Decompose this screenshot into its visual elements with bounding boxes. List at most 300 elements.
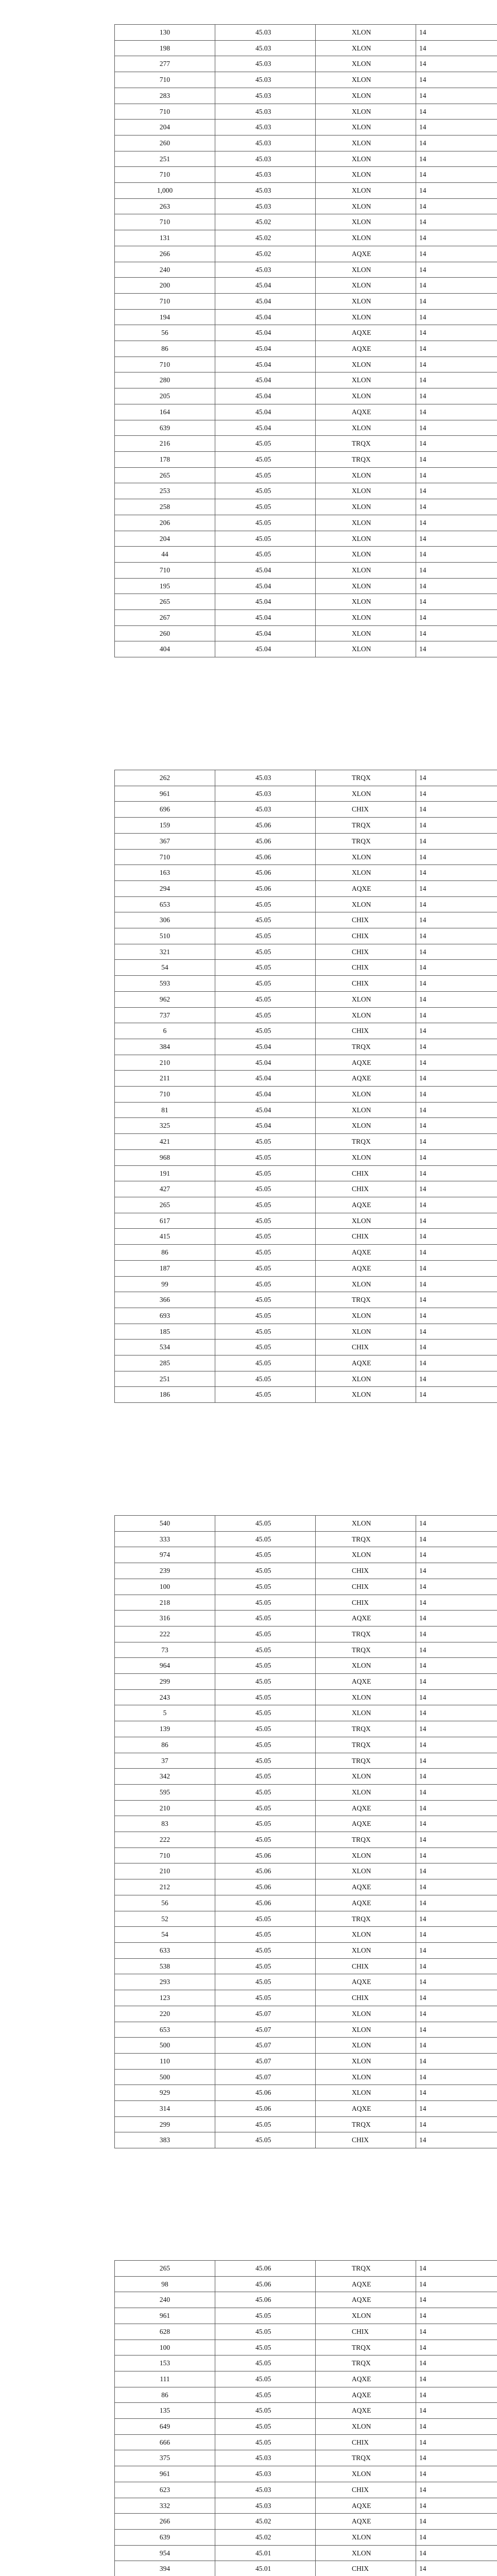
table-row: [115, 833, 497, 849]
price-cell: 45.05: [215, 2355, 316, 2371]
time-cell: 14: [416, 1611, 497, 1626]
venue-cell: AQXE: [316, 1197, 416, 1213]
volume-cell: 628: [115, 2324, 215, 2340]
price-cell: 45.04: [215, 1055, 316, 1071]
table-row: [115, 2006, 497, 2022]
table-row: [115, 1642, 497, 1658]
venue-cell: XLON: [316, 262, 416, 278]
volume-cell: 737: [115, 1007, 215, 1023]
volume-cell: 653: [115, 896, 215, 912]
volume-cell: 56: [115, 1895, 215, 1911]
trades-table: [114, 24, 497, 657]
trade-table-page-4: [114, 2260, 497, 2576]
venue-cell: XLON: [316, 2545, 416, 2561]
time-cell: 14: [416, 976, 497, 992]
volume-cell: 200: [115, 278, 215, 294]
time-cell: 14: [416, 1832, 497, 1848]
volume-cell: 211: [115, 1071, 215, 1087]
table-row: [115, 1911, 497, 1927]
venue-cell: CHIX: [316, 960, 416, 976]
table-row: [115, 1213, 497, 1229]
price-cell: 45.05: [215, 1213, 316, 1229]
price-cell: 45.05: [215, 1371, 316, 1387]
table-row: [115, 2101, 497, 2117]
price-cell: 45.03: [215, 786, 316, 802]
price-cell: 45.05: [215, 1721, 316, 1737]
time-cell: 14: [416, 960, 497, 976]
time-cell: 14: [416, 1039, 497, 1055]
venue-cell: XLON: [316, 1371, 416, 1387]
volume-cell: 187: [115, 1260, 215, 1276]
time-cell: 14: [416, 2292, 497, 2308]
price-cell: 45.05: [215, 436, 316, 452]
venue-cell: AQXE: [316, 2276, 416, 2292]
time-cell: 14: [416, 944, 497, 960]
table-row: [115, 1689, 497, 1705]
volume-cell: 153: [115, 2355, 215, 2371]
venue-cell: XLON: [316, 40, 416, 56]
price-cell: 45.03: [215, 151, 316, 167]
volume-cell: 98: [115, 2276, 215, 2292]
table-row: [115, 1055, 497, 1071]
venue-cell: TRQX: [316, 1039, 416, 1055]
price-cell: 45.04: [215, 1039, 316, 1055]
venue-cell: CHIX: [316, 802, 416, 818]
price-cell: 45.06: [215, 833, 316, 849]
venue-cell: XLON: [316, 278, 416, 294]
venue-cell: XLON: [316, 531, 416, 547]
time-cell: 14: [416, 1879, 497, 1895]
venue-cell: XLON: [316, 610, 416, 626]
venue-cell: XLON: [316, 230, 416, 246]
table-row: [115, 309, 497, 325]
table-row: [115, 2132, 497, 2148]
volume-cell: 44: [115, 547, 215, 563]
volume-cell: 342: [115, 1769, 215, 1785]
venue-cell: AQXE: [316, 2498, 416, 2514]
volume-cell: 538: [115, 1958, 215, 1974]
price-cell: 45.05: [215, 1611, 316, 1626]
table-row: [115, 341, 497, 357]
venue-cell: XLON: [316, 88, 416, 104]
price-cell: 45.05: [215, 1626, 316, 1642]
venue-cell: XLON: [316, 786, 416, 802]
time-cell: 14: [416, 928, 497, 944]
venue-cell: AQXE: [316, 2514, 416, 2530]
time-cell: 14: [416, 483, 497, 499]
table-row: [115, 1355, 497, 1371]
volume-cell: 623: [115, 2482, 215, 2498]
volume-cell: 222: [115, 1832, 215, 1848]
venue-cell: XLON: [316, 1848, 416, 1863]
volume-cell: 206: [115, 515, 215, 531]
venue-cell: XLON: [316, 183, 416, 199]
time-cell: 14: [416, 1721, 497, 1737]
time-cell: 14: [416, 278, 497, 294]
price-cell: 45.04: [215, 1071, 316, 1087]
venue-cell: XLON: [316, 1308, 416, 1324]
venue-cell: CHIX: [316, 2482, 416, 2498]
venue-cell: CHIX: [316, 1229, 416, 1245]
table-row: [115, 56, 497, 72]
venue-cell: XLON: [316, 2069, 416, 2085]
table-row: [115, 1197, 497, 1213]
table-row: [115, 578, 497, 594]
price-cell: 45.05: [215, 928, 316, 944]
time-cell: 14: [416, 1626, 497, 1642]
time-cell: 14: [416, 420, 497, 436]
price-cell: 45.05: [215, 1800, 316, 1816]
price-cell: 45.04: [215, 594, 316, 610]
price-cell: 45.06: [215, 880, 316, 896]
volume-cell: 86: [115, 1737, 215, 1753]
table-row: [115, 991, 497, 1007]
time-cell: 14: [416, 2069, 497, 2085]
volume-cell: 185: [115, 1324, 215, 1340]
table-row: [115, 2434, 497, 2450]
time-cell: 14: [416, 1118, 497, 1134]
volume-cell: 265: [115, 1197, 215, 1213]
table-row: [115, 2053, 497, 2069]
price-cell: 45.05: [215, 991, 316, 1007]
volume-cell: 367: [115, 833, 215, 849]
volume-cell: 500: [115, 2038, 215, 2054]
table-row: [115, 262, 497, 278]
price-cell: 45.06: [215, 849, 316, 865]
table-row: [115, 1784, 497, 1800]
venue-cell: XLON: [316, 2006, 416, 2022]
venue-cell: CHIX: [316, 976, 416, 992]
price-cell: 45.06: [215, 2292, 316, 2308]
table-row: [115, 1974, 497, 1990]
volume-cell: 639: [115, 420, 215, 436]
venue-cell: CHIX: [316, 928, 416, 944]
volume-cell: 210: [115, 1863, 215, 1879]
venue-cell: CHIX: [316, 1563, 416, 1579]
volume-cell: 54: [115, 1927, 215, 1943]
price-cell: 45.07: [215, 2069, 316, 2085]
price-cell: 45.05: [215, 2324, 316, 2340]
price-cell: 45.03: [215, 2498, 316, 2514]
venue-cell: XLON: [316, 293, 416, 309]
price-cell: 45.03: [215, 183, 316, 199]
table-row: [115, 40, 497, 56]
price-cell: 45.06: [215, 2276, 316, 2292]
price-cell: 45.03: [215, 770, 316, 786]
venue-cell: XLON: [316, 641, 416, 657]
price-cell: 45.06: [215, 1863, 316, 1879]
price-cell: 45.05: [215, 1134, 316, 1150]
time-cell: 14: [416, 547, 497, 563]
time-cell: 14: [416, 135, 497, 151]
volume-cell: 265: [115, 594, 215, 610]
price-cell: 45.05: [215, 2308, 316, 2324]
volume-cell: 404: [115, 641, 215, 657]
price-cell: 45.05: [215, 1753, 316, 1769]
time-cell: 14: [416, 1516, 497, 1532]
volume-cell: 218: [115, 1595, 215, 1611]
price-cell: 45.04: [215, 641, 316, 657]
table-row: [115, 960, 497, 976]
table-row: [115, 325, 497, 341]
price-cell: 45.03: [215, 25, 316, 41]
volume-cell: 267: [115, 610, 215, 626]
price-cell: 45.03: [215, 262, 316, 278]
price-cell: 45.05: [215, 1974, 316, 1990]
table-row: [115, 1292, 497, 1308]
price-cell: 45.04: [215, 1087, 316, 1103]
table-row: [115, 1721, 497, 1737]
time-cell: 14: [416, 770, 497, 786]
table-row: [115, 467, 497, 483]
venue-cell: XLON: [316, 135, 416, 151]
time-cell: 14: [416, 104, 497, 120]
venue-cell: XLON: [316, 991, 416, 1007]
price-cell: 45.04: [215, 610, 316, 626]
volume-cell: 262: [115, 770, 215, 786]
volume-cell: 500: [115, 2069, 215, 2085]
time-cell: 14: [416, 1563, 497, 1579]
price-cell: 45.05: [215, 1340, 316, 1355]
price-cell: 45.01: [215, 2561, 316, 2576]
time-cell: 14: [416, 262, 497, 278]
price-cell: 45.06: [215, 818, 316, 834]
table-row: [115, 1276, 497, 1292]
price-cell: 45.06: [215, 1848, 316, 1863]
venue-cell: XLON: [316, 515, 416, 531]
volume-cell: 263: [115, 198, 215, 214]
price-cell: 45.05: [215, 1547, 316, 1563]
price-cell: 45.05: [215, 1737, 316, 1753]
venue-cell: CHIX: [316, 1958, 416, 1974]
table-row: [115, 151, 497, 167]
table-row: [115, 404, 497, 420]
time-cell: 14: [416, 2529, 497, 2545]
table-row: [115, 880, 497, 896]
table-row: [115, 1863, 497, 1879]
trades-table: [114, 770, 497, 1403]
price-cell: 45.05: [215, 912, 316, 928]
venue-cell: XLON: [316, 2053, 416, 2069]
price-cell: 45.03: [215, 72, 316, 88]
venue-cell: XLON: [316, 1942, 416, 1958]
time-cell: 14: [416, 2514, 497, 2530]
table-row: [115, 2466, 497, 2482]
table-row: [115, 1387, 497, 1403]
venue-cell: XLON: [316, 420, 416, 436]
price-cell: 45.05: [215, 1245, 316, 1261]
price-cell: 45.06: [215, 865, 316, 881]
table-row: [115, 1595, 497, 1611]
price-cell: 45.05: [215, 1816, 316, 1832]
table-row: [115, 2545, 497, 2561]
venue-cell: CHIX: [316, 2434, 416, 2450]
volume-cell: 222: [115, 1626, 215, 1642]
venue-cell: XLON: [316, 578, 416, 594]
volume-cell: 163: [115, 865, 215, 881]
time-cell: 14: [416, 341, 497, 357]
table-row: [115, 372, 497, 388]
table-row: [115, 246, 497, 262]
price-cell: 45.03: [215, 802, 316, 818]
venue-cell: CHIX: [316, 1165, 416, 1181]
volume-cell: 86: [115, 2387, 215, 2403]
price-cell: 45.03: [215, 198, 316, 214]
venue-cell: XLON: [316, 594, 416, 610]
table-row: [115, 1753, 497, 1769]
price-cell: 45.04: [215, 578, 316, 594]
table-row: [115, 2022, 497, 2038]
table-row: [115, 1769, 497, 1785]
table-row: [115, 2340, 497, 2355]
table-row: [115, 1705, 497, 1721]
venue-cell: AQXE: [316, 2371, 416, 2387]
time-cell: 14: [416, 1595, 497, 1611]
volume-cell: 130: [115, 25, 215, 41]
venue-cell: XLON: [316, 1516, 416, 1532]
volume-cell: 110: [115, 2053, 215, 2069]
price-cell: 45.05: [215, 1958, 316, 1974]
table-row: [115, 1658, 497, 1674]
trades-table: [114, 1515, 497, 2148]
table-row: [115, 1308, 497, 1324]
table-row: [115, 1023, 497, 1039]
venue-cell: XLON: [316, 1689, 416, 1705]
price-cell: 45.04: [215, 357, 316, 372]
volume-cell: 593: [115, 976, 215, 992]
time-cell: 14: [416, 1642, 497, 1658]
table-row: [115, 1516, 497, 1532]
time-cell: 14: [416, 531, 497, 547]
venue-cell: XLON: [316, 1547, 416, 1563]
venue-cell: XLON: [316, 1863, 416, 1879]
table-row: [115, 1848, 497, 1863]
venue-cell: XLON: [316, 1149, 416, 1165]
venue-cell: TRQX: [316, 2116, 416, 2132]
time-cell: 14: [416, 802, 497, 818]
price-cell: 45.05: [215, 483, 316, 499]
price-cell: 45.03: [215, 167, 316, 183]
time-cell: 14: [416, 1071, 497, 1087]
price-cell: 45.03: [215, 2482, 316, 2498]
price-cell: 45.03: [215, 2450, 316, 2466]
volume-cell: 260: [115, 135, 215, 151]
price-cell: 45.03: [215, 104, 316, 120]
time-cell: 14: [416, 849, 497, 865]
time-cell: 14: [416, 1023, 497, 1039]
table-row: [115, 912, 497, 928]
price-cell: 45.05: [215, 1229, 316, 1245]
volume-cell: 266: [115, 2514, 215, 2530]
time-cell: 14: [416, 610, 497, 626]
table-row: [115, 818, 497, 834]
volume-cell: 321: [115, 944, 215, 960]
volume-cell: 316: [115, 1611, 215, 1626]
price-cell: 45.05: [215, 2434, 316, 2450]
price-cell: 45.04: [215, 309, 316, 325]
venue-cell: TRQX: [316, 1292, 416, 1308]
time-cell: 14: [416, 309, 497, 325]
venue-cell: CHIX: [316, 944, 416, 960]
price-cell: 45.05: [215, 1689, 316, 1705]
time-cell: 14: [416, 214, 497, 230]
volume-cell: 56: [115, 325, 215, 341]
venue-cell: XLON: [316, 2308, 416, 2324]
volume-cell: 204: [115, 120, 215, 135]
price-cell: 45.05: [215, 896, 316, 912]
venue-cell: XLON: [316, 1784, 416, 1800]
table-row: [115, 2038, 497, 2054]
venue-cell: XLON: [316, 56, 416, 72]
table-row: [115, 1832, 497, 1848]
price-cell: 45.04: [215, 293, 316, 309]
volume-cell: 306: [115, 912, 215, 928]
table-row: [115, 896, 497, 912]
price-cell: 45.04: [215, 625, 316, 641]
table-row: [115, 1118, 497, 1134]
table-row: [115, 594, 497, 610]
table-row: [115, 120, 497, 135]
price-cell: 45.05: [215, 1531, 316, 1547]
time-cell: 14: [416, 120, 497, 135]
time-cell: 14: [416, 1958, 497, 1974]
volume-cell: 265: [115, 2261, 215, 2277]
volume-cell: 258: [115, 499, 215, 515]
time-cell: 14: [416, 1260, 497, 1276]
venue-cell: TRQX: [316, 2355, 416, 2371]
table-row: [115, 293, 497, 309]
price-cell: 45.05: [215, 451, 316, 467]
volume-cell: 961: [115, 2308, 215, 2324]
price-cell: 45.03: [215, 40, 316, 56]
time-cell: 14: [416, 1165, 497, 1181]
time-cell: 14: [416, 293, 497, 309]
time-cell: 14: [416, 1990, 497, 2006]
volume-cell: 220: [115, 2006, 215, 2022]
price-cell: 45.05: [215, 2116, 316, 2132]
volume-cell: 954: [115, 2545, 215, 2561]
volume-cell: 265: [115, 467, 215, 483]
venue-cell: CHIX: [316, 2324, 416, 2340]
volume-cell: 277: [115, 56, 215, 72]
time-cell: 14: [416, 467, 497, 483]
venue-cell: XLON: [316, 896, 416, 912]
time-cell: 14: [416, 880, 497, 896]
table-row: [115, 2514, 497, 2530]
volume-cell: 421: [115, 1134, 215, 1150]
venue-cell: XLON: [316, 1213, 416, 1229]
time-cell: 14: [416, 1007, 497, 1023]
table-row: [115, 214, 497, 230]
volume-cell: 696: [115, 802, 215, 818]
table-row: [115, 1895, 497, 1911]
time-cell: 14: [416, 2403, 497, 2419]
table-row: [115, 1674, 497, 1690]
table-row: [115, 1800, 497, 1816]
table-row: [115, 1927, 497, 1943]
table-row: [115, 1579, 497, 1595]
price-cell: 45.05: [215, 1007, 316, 1023]
volume-cell: 123: [115, 1990, 215, 2006]
time-cell: 14: [416, 1974, 497, 1990]
time-cell: 14: [416, 2308, 497, 2324]
table-row: [115, 1181, 497, 1197]
venue-cell: AQXE: [316, 2403, 416, 2419]
table-row: [115, 2529, 497, 2545]
venue-cell: XLON: [316, 198, 416, 214]
time-cell: 14: [416, 2561, 497, 2576]
price-cell: 45.05: [215, 1990, 316, 2006]
